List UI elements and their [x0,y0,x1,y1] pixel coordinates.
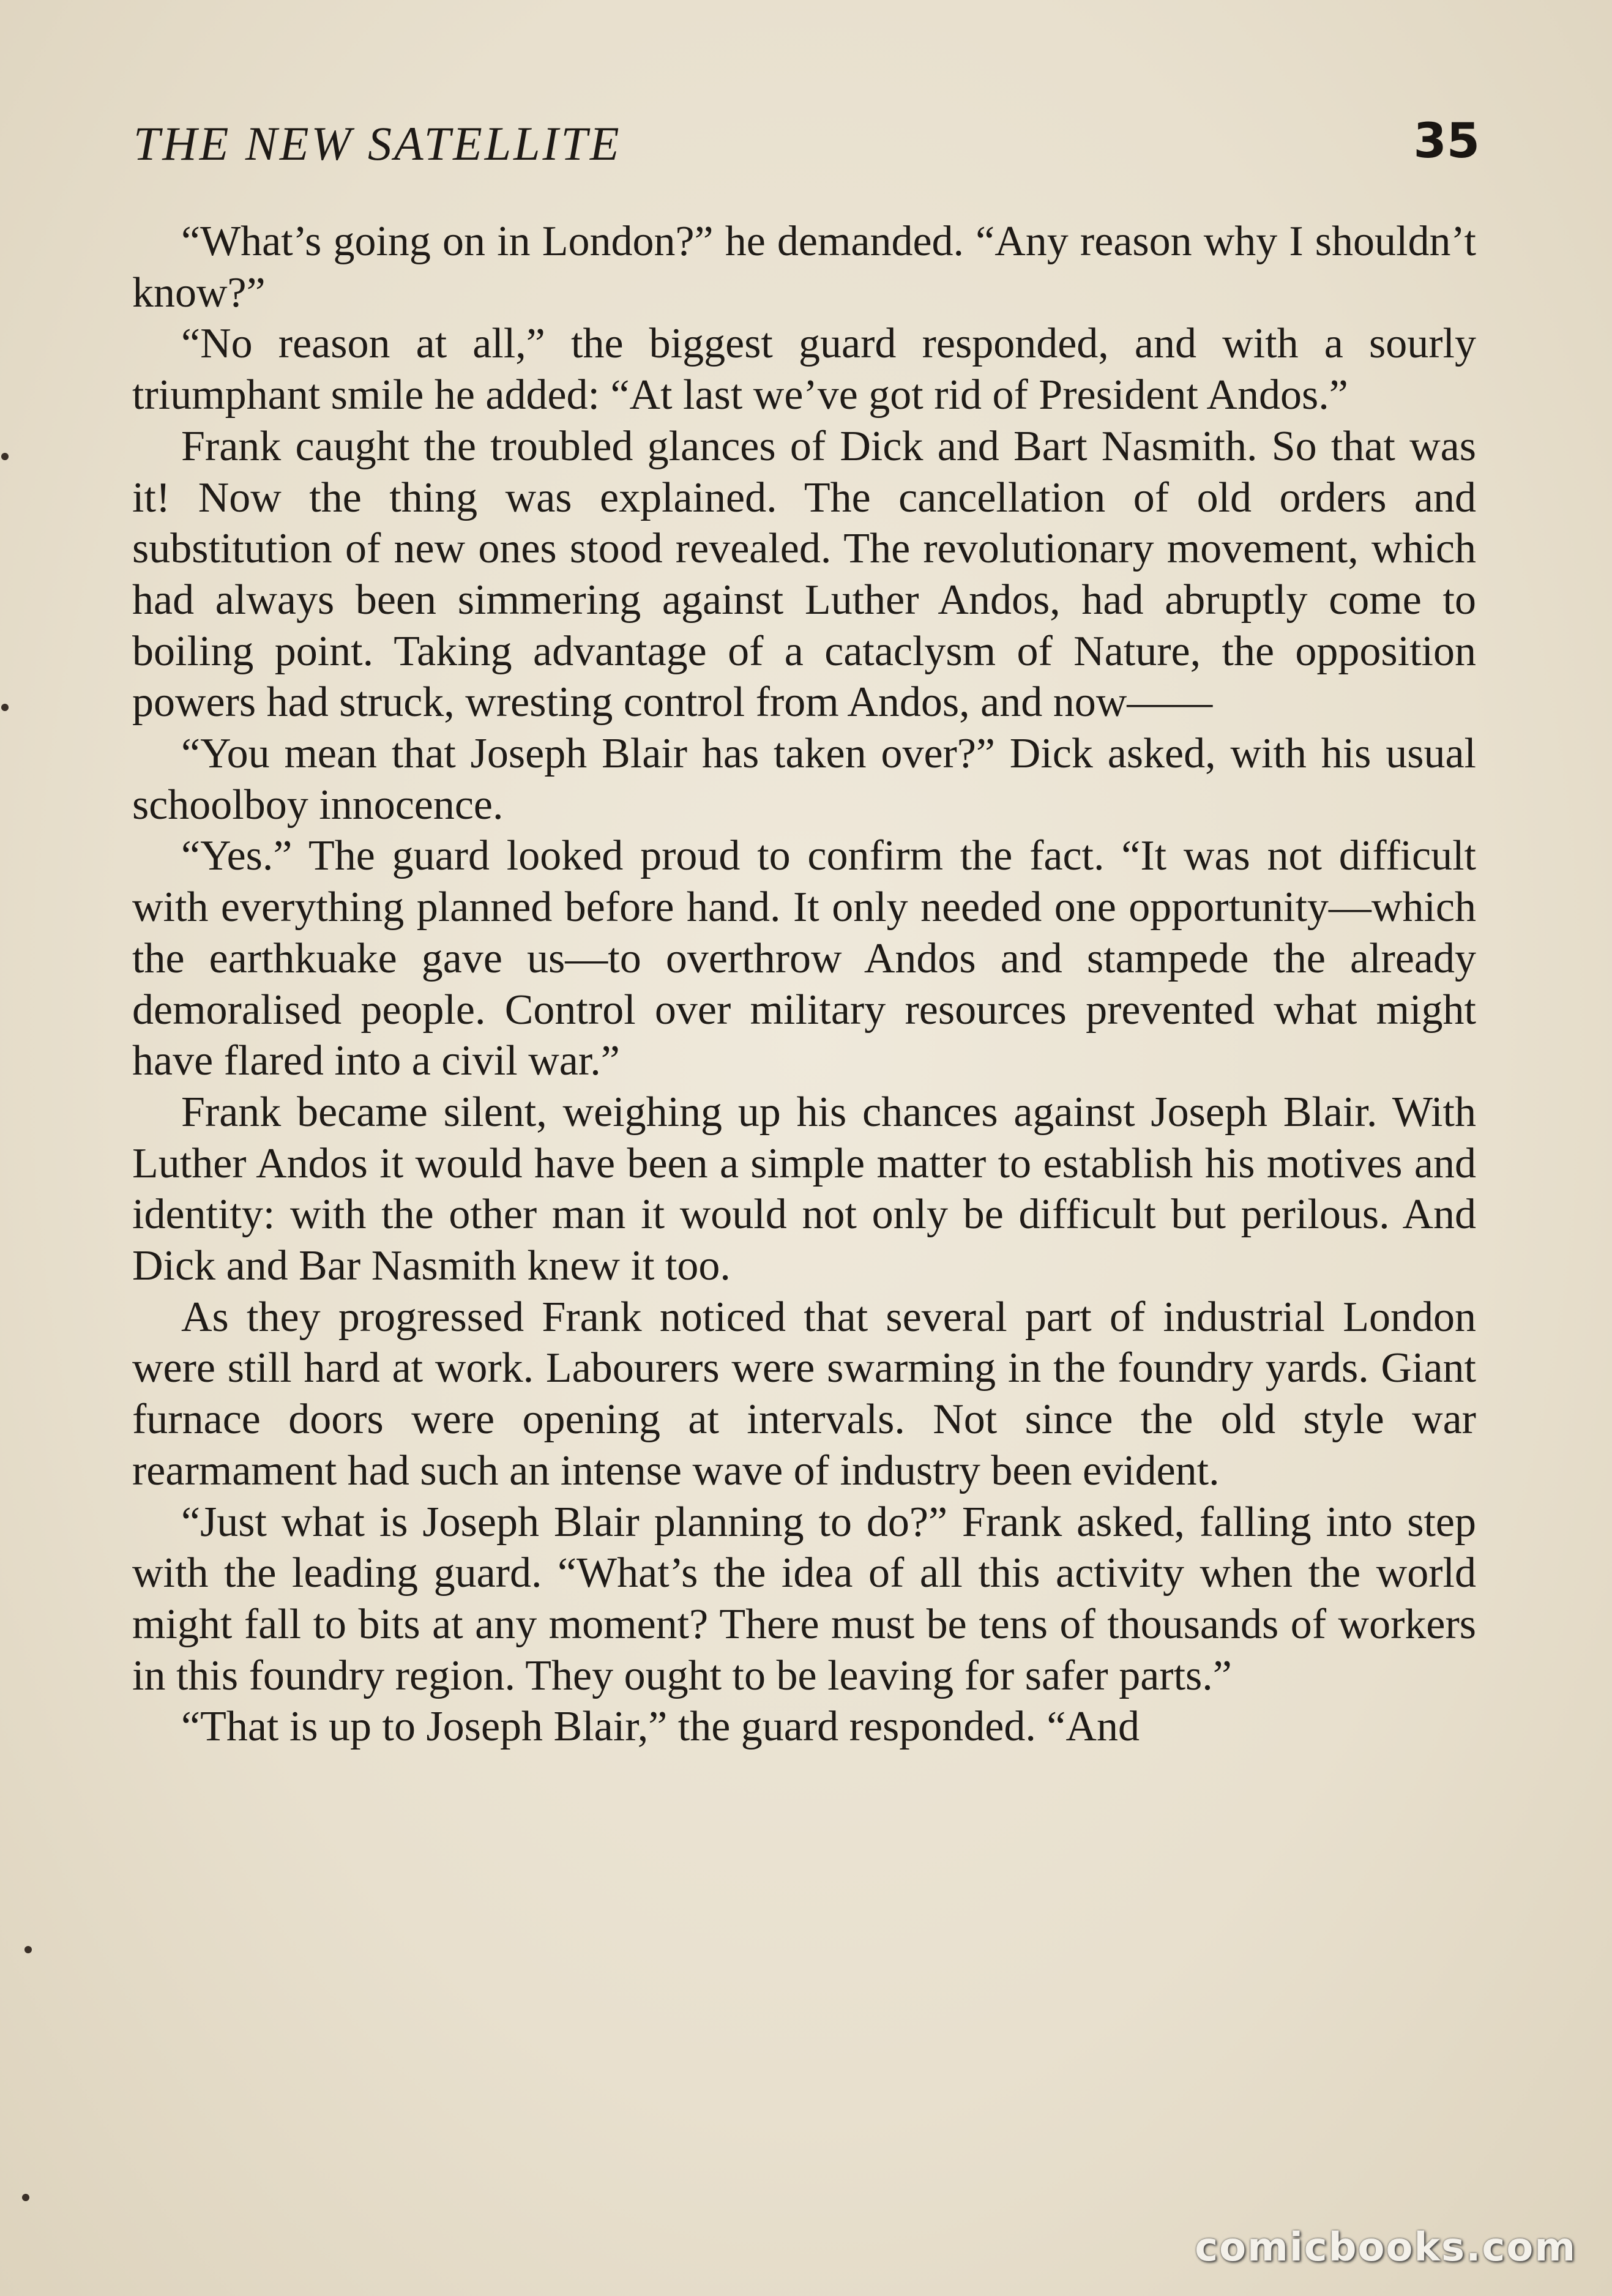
paragraph: “What’s going on in London?” he demanded. “Any reason why I shouldn’t know?” [132,218,1476,316]
paragraph: As they progressed Frank noticed that several part of industrial London were still hard at work. Labourers were swarming in the foundry yards. Giant furnace doors were opening at intervals. Not since the old style war rearmament had such an intense wave of industry been evident. [132,1293,1476,1494]
paragraph: Frank became silent, weighing up his chances against Joseph Blair. With Luther Andos it would have been a simple matter to establish his motives and identity: with the other man it would not only be difficult but perilous. And Dick and Bar Nasmith knew it too. [132,1088,1476,1290]
margin-speck [24,1946,32,1953]
page-header [133,116,1480,177]
paragraph: “No reason at all,” the biggest guard responded, and with a sourly triumphant smile he added: “At last we’ve got rid of President Andos.” [132,320,1476,419]
paragraph: Frank caught the troubled glances of Dick and Bart Nasmith. So that was it! Now the thing was explained. The cancellation of old orders and substitution of new ones stood revealed. The revolutionary movement, which had always been simmering against Luther Andos, had abruptly come to boiling point. Taking advantage of a cataclysm of Nature, the opposition powers had struck, wresting control from Andos, and now—— [132,422,1476,726]
watermark: comicbooks.com [1195,2225,1577,2270]
paragraph: “You mean that Joseph Blair has taken over?” Dick asked, with his usual schoolboy innocence. [132,730,1476,829]
paragraph: “Just what is Joseph Blair planning to do?” Frank asked, falling into step with the leading guard. “What’s the idea of all this activity when the world might fall to bits at any moment? There must be tens of thousands of workers in this foundry region. They ought to be leaving for safer parts.” [132,1498,1476,1699]
page-number: 35 [1413,114,1480,169]
margin-speck [22,2194,29,2201]
running-title: THE NEW SATELLITE [133,117,622,170]
margin-speck [1,453,9,460]
paragraph: “That is up to Joseph Blair,” the guard responded. “And [181,1703,1140,1751]
paragraph: “Yes.” The guard looked proud to confirm the fact. “It was not difficult with everything planned before hand. It only needed one opportunity—which the earthkuake gave us—to overthrow Andos and stampede the already demoralised people. Control over military resources prevented what might have flared into a civil war.” [132,832,1476,1085]
body-text [132,216,1476,1753]
margin-speck [1,704,9,711]
